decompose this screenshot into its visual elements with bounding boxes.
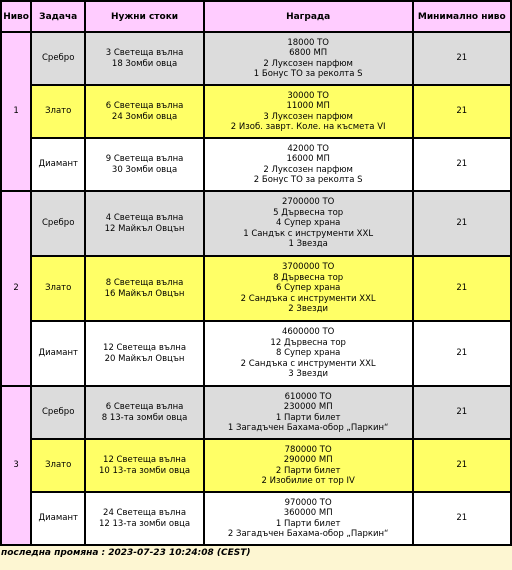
- items-cell: [86, 139, 202, 190]
- reward-cell: [205, 86, 412, 137]
- level-cell: 2: [2, 192, 30, 385]
- reward-line: 360000 МП: [283, 508, 333, 518]
- reward-line: 4 Супер храна: [275, 218, 341, 229]
- item-line: 24 Зомби овца: [111, 111, 178, 122]
- reward-line: 970000 ТО: [284, 497, 332, 508]
- items-cell: [86, 493, 202, 544]
- task-cell: Диамант: [32, 322, 84, 385]
- reward-line: 8 Дървесна тор: [273, 272, 344, 283]
- min-level-cell: 21: [414, 387, 510, 438]
- reward-line: 1 Загадъчен Бахама-обор „Паркин“: [227, 423, 389, 433]
- items-cell: [86, 86, 202, 137]
- reward-line: 2 Звезди: [288, 304, 329, 315]
- item-line: 12 Майкъл Овцън: [104, 223, 185, 234]
- reward-line: 18000 ТО: [287, 37, 329, 48]
- min-level-cell: 21: [414, 322, 510, 385]
- reward-line: 3 Луксозен парфюм: [263, 111, 353, 122]
- min-level-cell: 21: [414, 33, 510, 84]
- reward-line: 2700000 ТО: [281, 197, 335, 208]
- reward-line: 8 Супер храна: [275, 348, 341, 359]
- items-cell: [86, 257, 202, 320]
- table-row: [2, 322, 510, 385]
- table-row: [2, 192, 510, 255]
- items-cell: [86, 192, 202, 255]
- min-level-cell: 21: [414, 139, 510, 190]
- reward-line: 12 Дървесна тор: [270, 337, 346, 348]
- items-cell: [86, 440, 202, 491]
- reward-line: 1 Парти билет: [275, 518, 341, 529]
- table-row: [2, 86, 510, 137]
- reward-line: 11000 МП: [286, 101, 330, 111]
- item-line: 18 Зомби овца: [111, 58, 178, 69]
- task-cell: Злато: [32, 86, 84, 137]
- table-row: [2, 387, 510, 438]
- header-min-level: Минимално ниво: [414, 2, 510, 31]
- reward-cell: [205, 192, 412, 255]
- reward-line: 3 Звезди: [288, 369, 329, 380]
- reward-line: 1 Парти билет: [275, 412, 341, 423]
- header-row: [2, 2, 510, 31]
- reward-line: 3700000 ТО: [281, 262, 335, 273]
- min-level-cell: 21: [414, 440, 510, 491]
- reward-line: 1 Бонус ТО за реколта S: [253, 69, 363, 79]
- reward-line: 2 Парти билет: [275, 465, 341, 476]
- reward-line: 5 Дървесна тор: [273, 207, 344, 218]
- reward-cell: [205, 493, 412, 544]
- task-cell: Злато: [32, 257, 84, 320]
- reward-cell: [205, 387, 412, 438]
- task-cell: Диамант: [32, 139, 84, 190]
- reward-line: 16000 МП: [286, 154, 330, 164]
- reward-line: 1 Звезда: [288, 239, 328, 250]
- reward-line: 6800 МП: [289, 48, 328, 58]
- min-level-cell: 21: [414, 192, 510, 255]
- level-cell: 3: [2, 387, 30, 544]
- reward-line: 6 Супер храна: [275, 283, 341, 294]
- task-cell: Сребро: [32, 33, 84, 84]
- reward-line: 4600000 ТО: [281, 327, 335, 338]
- table-row: [2, 33, 510, 84]
- table-body: [2, 33, 510, 544]
- reward-line: 2 Сандъка с инструменти XXL: [240, 293, 376, 304]
- reward-line: 1 Сандък с инструменти XXL: [243, 228, 374, 239]
- level-cell: 1: [2, 33, 30, 190]
- item-line: 30 Зомби овца: [111, 164, 178, 175]
- min-level-cell: 21: [414, 86, 510, 137]
- item-line: 8 Светеща вълна: [105, 278, 184, 288]
- table-row: [2, 139, 510, 190]
- item-line: 3 Светеща вълна: [105, 48, 184, 58]
- reward-line: 290000 МП: [283, 455, 333, 465]
- reward-line: 2 Бонус ТО за реколта S: [253, 175, 363, 185]
- task-cell: Злато: [32, 440, 84, 491]
- item-line: 4 Светеща вълна: [105, 213, 184, 223]
- task-cell: Диамант: [32, 493, 84, 544]
- reward-cell: [205, 257, 412, 320]
- item-line: 12 Светеща вълна: [103, 343, 187, 353]
- item-line: 6 Светеща вълна: [105, 101, 184, 111]
- task-cell: Сребро: [32, 387, 84, 438]
- item-line: 16 Майкъл Овцън: [104, 288, 185, 299]
- item-line: 8 13-та зомби овца: [101, 412, 188, 423]
- reward-line: 2 Загадъчен Бахама-обор „Паркин“: [227, 529, 389, 539]
- min-level-cell: 21: [414, 257, 510, 320]
- reward-cell: [205, 33, 412, 84]
- reward-line: 780000 ТО: [284, 444, 332, 455]
- items-cell: [86, 322, 202, 385]
- header-task: Задача: [32, 2, 84, 31]
- reward-line: 2 Изоб. заврт. Коле. на късмета VI: [230, 122, 386, 132]
- last-modified-footer: последна промяна : 2023-07-23 10:24:08 (CEST): [1, 548, 251, 558]
- table-row: [2, 257, 510, 320]
- reward-cell: [205, 322, 412, 385]
- reward-line: 2 Луксозен парфюм: [263, 58, 353, 69]
- items-cell: [86, 387, 202, 438]
- table-row: [2, 493, 510, 544]
- reward-line: 230000 МП: [283, 402, 333, 412]
- reward-cell: [205, 440, 412, 491]
- items-cell: [86, 33, 202, 84]
- table-row: [2, 440, 510, 491]
- reward-line: 610000 ТО: [284, 391, 332, 402]
- header-level: Ниво: [2, 2, 30, 31]
- item-line: 10 13-та зомби овца: [99, 465, 191, 476]
- reward-line: 2 Сандъка с инструменти XXL: [240, 358, 376, 369]
- header-items: Нужни стоки: [86, 2, 202, 31]
- item-line: 24 Светеща вълна: [103, 508, 187, 518]
- reward-cell: [205, 139, 412, 190]
- item-line: 6 Светеща вълна: [105, 402, 184, 412]
- reward-line: 42000 ТО: [287, 143, 329, 154]
- header-reward: Награда: [205, 2, 412, 31]
- reward-line: 2 Луксозен парфюм: [263, 164, 353, 175]
- task-cell: Сребро: [32, 192, 84, 255]
- item-line: 12 Светеща вълна: [103, 455, 187, 465]
- item-line: 12 13-та зомби овца: [99, 518, 191, 529]
- item-line: 20 Майкъл Овцън: [104, 353, 185, 364]
- reward-line: 2 Изобилие от тор IV: [261, 476, 355, 486]
- reward-line: 30000 ТО: [287, 90, 329, 101]
- min-level-cell: 21: [414, 493, 510, 544]
- item-line: 9 Светеща вълна: [105, 154, 184, 164]
